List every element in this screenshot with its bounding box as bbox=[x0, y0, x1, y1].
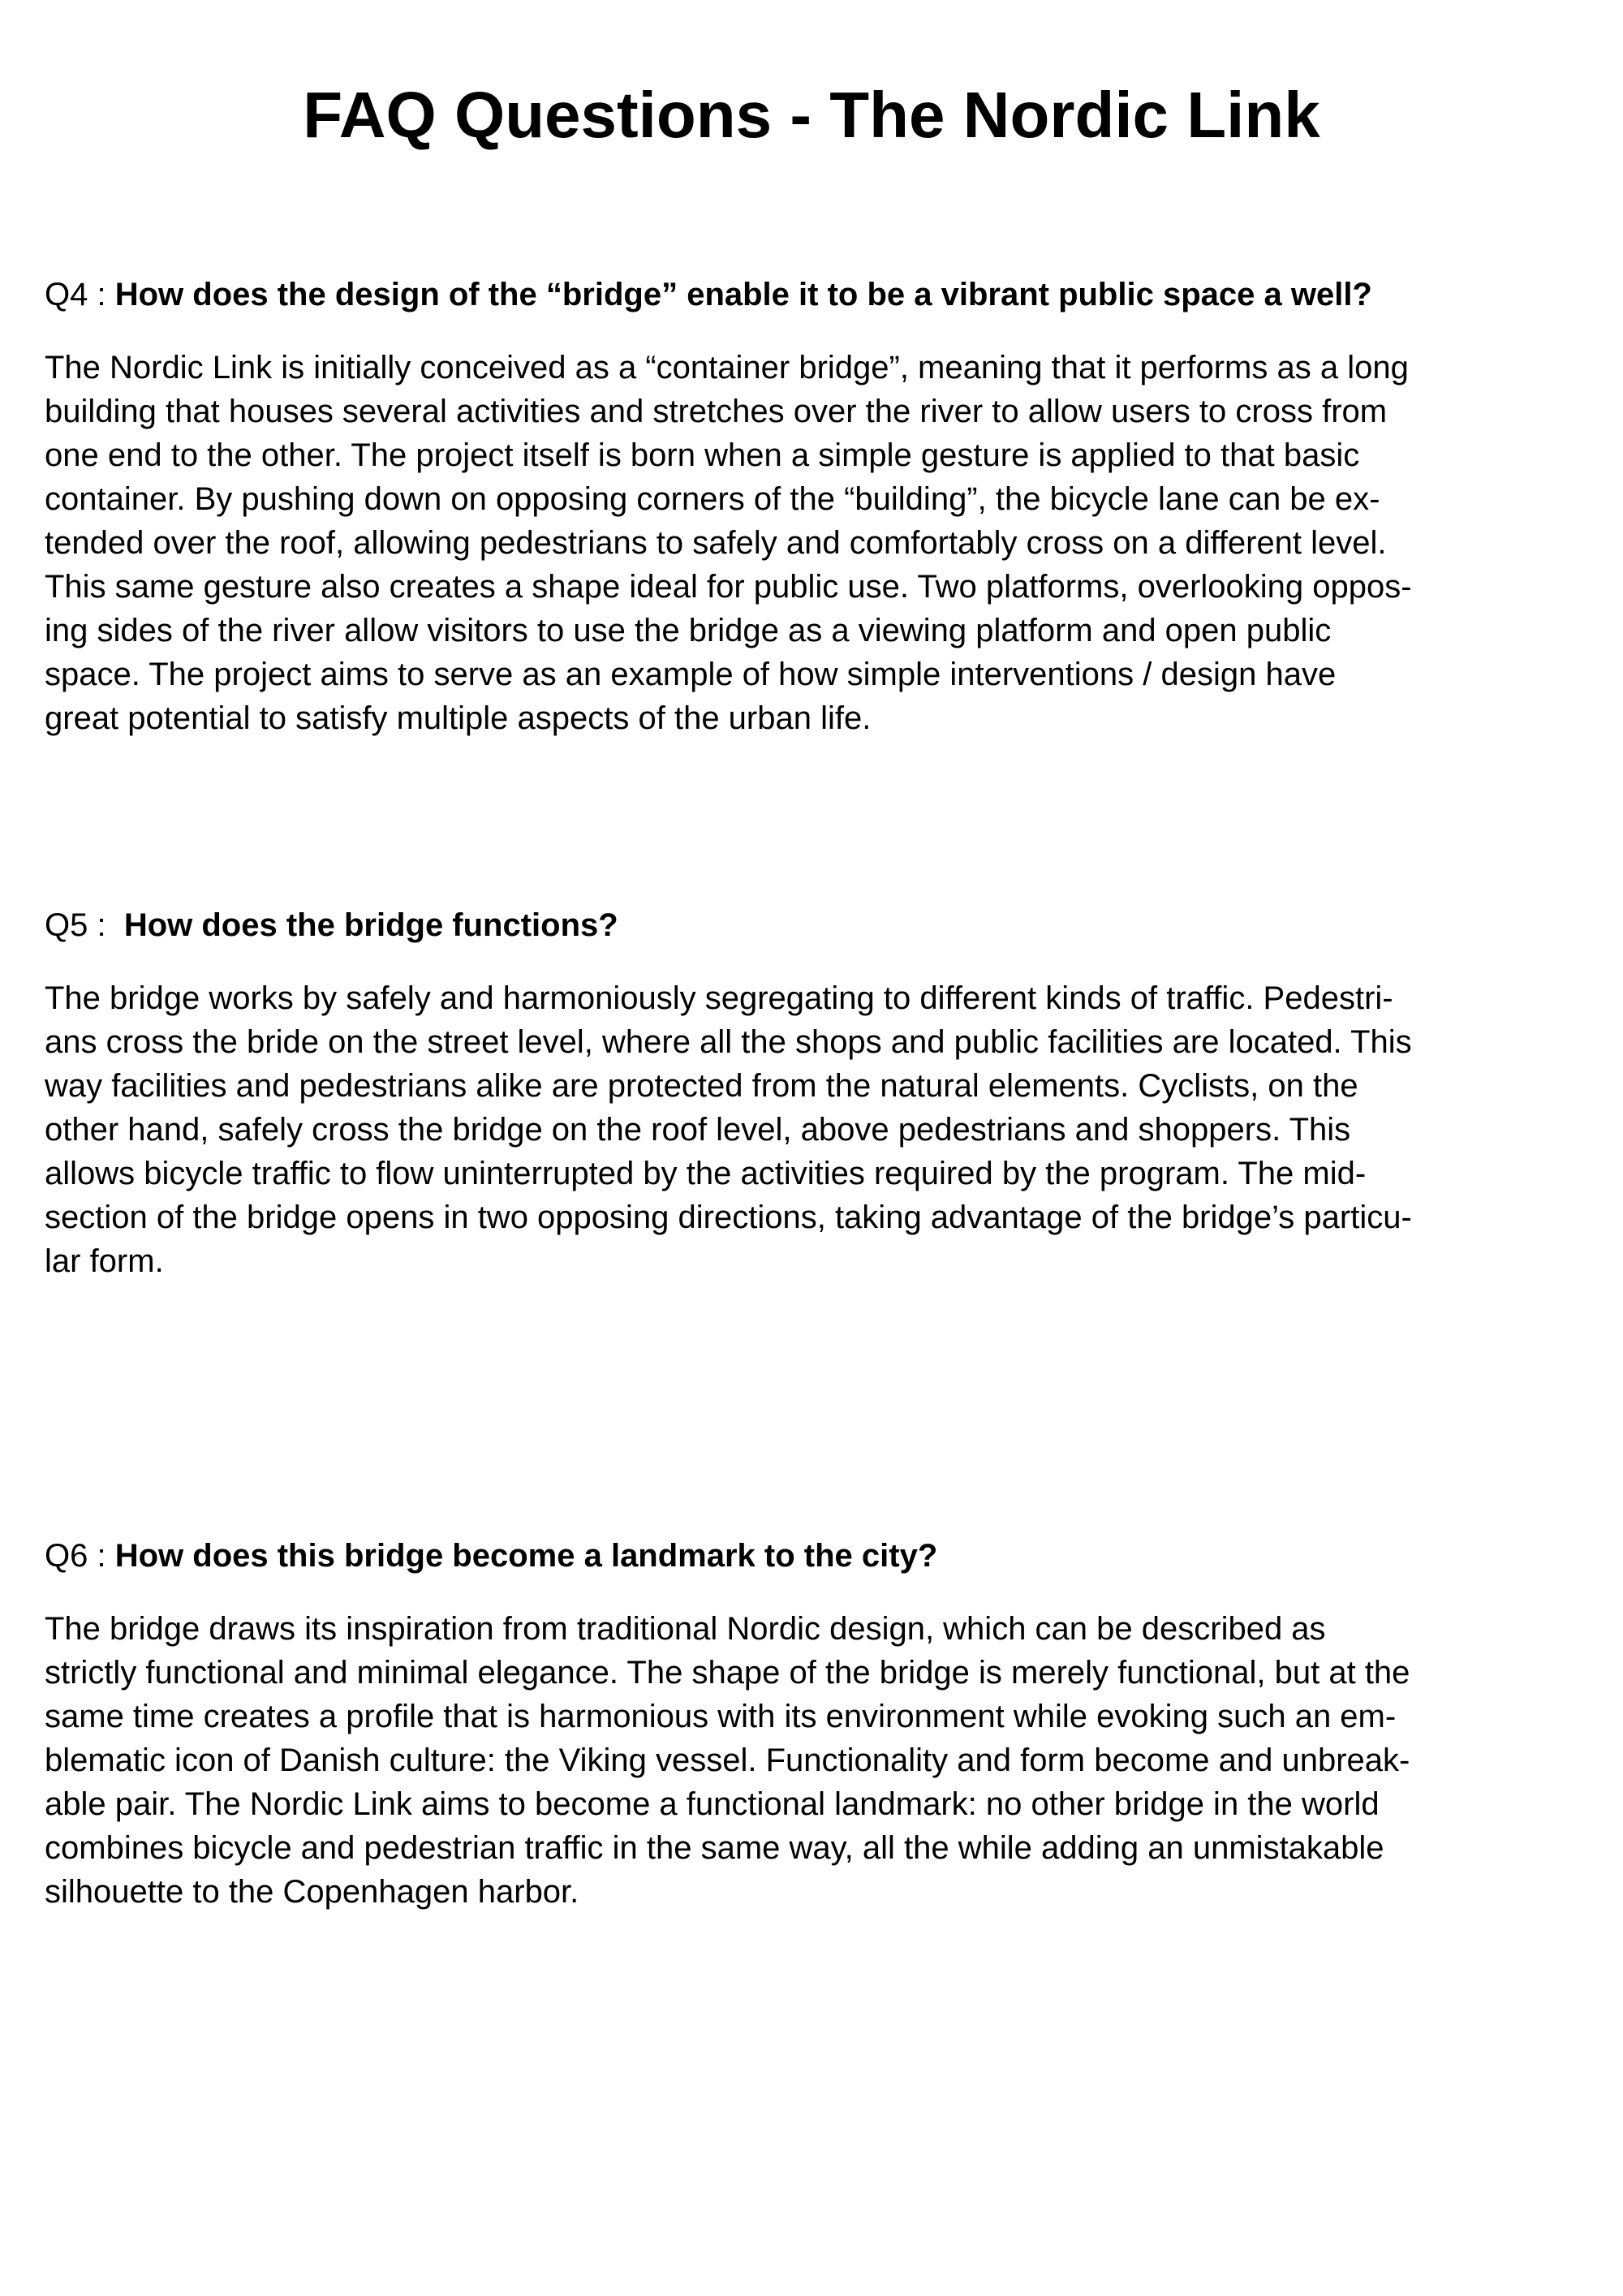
question-number: Q4 : bbox=[45, 277, 106, 312]
faq-item-q4 bbox=[45, 273, 1603, 740]
answer-line: same time creates a profile that is harmonious with its environment while evoking such an em- bbox=[45, 1699, 1397, 1734]
answer-line: great potential to satisfy multiple aspects of the urban life. bbox=[45, 700, 872, 736]
answer-line: The bridge draws its inspiration from traditional Nordic design, which can be described as bbox=[45, 1611, 1326, 1647]
answer-line: combines bicycle and pedestrian traffic in the same way, all the while adding an unmistakable bbox=[45, 1830, 1384, 1866]
question-text: How does the bridge functions? bbox=[123, 907, 618, 943]
faq-item-q5 bbox=[45, 903, 1603, 1283]
answer-line: able pair. The Nordic Link aims to become a functional landmark: no other bridge in the world bbox=[45, 1786, 1380, 1822]
answer-line: blematic icon of Danish culture: the Viking vessel. Functionality and form become and unbreak- bbox=[45, 1742, 1410, 1778]
answer-line: This same gesture also creates a shape ideal for public use. Two platforms, overlooking oppos- bbox=[45, 569, 1412, 605]
answer-line: ing sides of the river allow visitors to use the bridge as a viewing platform and open public bbox=[45, 613, 1332, 648]
faq-question bbox=[45, 273, 1603, 317]
answer-line: way facilities and pedestrians alike are protected from the natural elements. Cyclists, on the bbox=[45, 1068, 1358, 1104]
faq-question bbox=[45, 903, 1603, 947]
faq-answer bbox=[45, 976, 1603, 1283]
answer-line: section of the bridge opens in two opposing directions, taking advantage of the bridge’s particu- bbox=[45, 1200, 1412, 1235]
answer-line: one end to the other. The project itself is born when a simple gesture is applied to that basic bbox=[45, 437, 1360, 473]
faq-question bbox=[45, 1534, 1603, 1578]
answer-line: other hand, safely cross the bridge on the roof level, above pedestrians and shoppers. This bbox=[45, 1112, 1351, 1148]
answer-line: allows bicycle traffic to flow uninterrupted by the activities required by the program. The mid- bbox=[45, 1156, 1367, 1191]
question-number: Q5 : bbox=[45, 907, 106, 943]
faq-answer bbox=[45, 346, 1603, 740]
faq-answer bbox=[45, 1607, 1603, 1914]
answer-line: container. By pushing down on opposing corners of the “building”, the bicycle lane can be ex- bbox=[45, 481, 1380, 517]
answer-line: strictly functional and minimal elegance. The shape of the bridge is merely functional, but at the bbox=[45, 1655, 1410, 1691]
answer-line: building that houses several activities and stretches over the river to allow users to cross from bbox=[45, 394, 1388, 429]
question-text: How does this bridge become a landmark to the city? bbox=[114, 1538, 938, 1574]
answer-line: silhouette to the Copenhagen harbor. bbox=[45, 1874, 579, 1910]
answer-line: The bridge works by safely and harmoniously segregating to different kinds of traffic. Pedestri- bbox=[45, 980, 1393, 1016]
answer-line: lar form. bbox=[45, 1243, 164, 1279]
answer-line: space. The project aims to serve as an example of how simple interventions / design have bbox=[45, 657, 1337, 692]
question-number: Q6 : bbox=[45, 1538, 106, 1574]
answer-line: The Nordic Link is initially conceived as a “container bridge”, meaning that it performs as a long bbox=[45, 350, 1409, 386]
question-text: How does the design of the “bridge” enable it to be a vibrant public space a well? bbox=[114, 277, 1372, 312]
faq-item-q6 bbox=[45, 1534, 1603, 1914]
answer-line: ans cross the bride on the street level, where all the shops and public facilities are located. This bbox=[45, 1024, 1412, 1060]
page-title: FAQ Questions - The Nordic Link bbox=[303, 79, 1320, 151]
answer-line: tended over the roof, allowing pedestrians to safely and comfortably cross on a different level. bbox=[45, 525, 1387, 561]
